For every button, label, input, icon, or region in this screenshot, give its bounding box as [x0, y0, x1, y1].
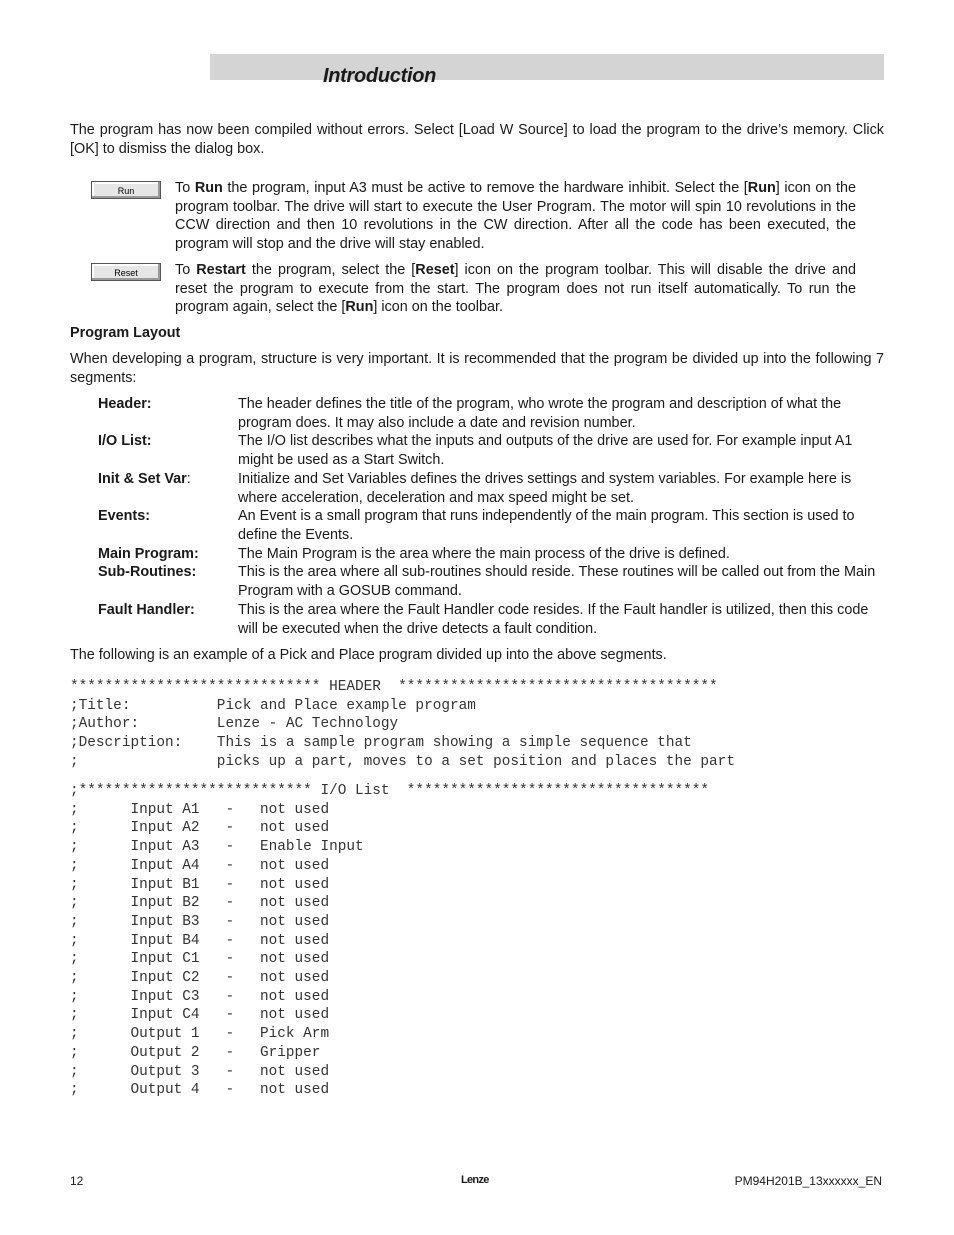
segment-desc-sub-routines: This is the area where all sub-routines should reside. These routines will be called out from the Main Program with a GOSUB command. — [238, 564, 876, 599]
code-line: ; picks up a part, moves to a set position and places the part — [70, 753, 735, 770]
code-header-block — [70, 678, 735, 772]
code-line: ; Output 2 - Gripper — [70, 1044, 321, 1061]
example-intro: The following is an example of a Pick and Place program divided up into the above segments. — [70, 647, 667, 663]
code-io-block — [70, 782, 709, 1100]
segment-desc-init-set-var: Initialize and Set Variables defines the drives settings and system variables. For example here is where acceleration, deceleration and max speed might be set. — [238, 471, 852, 506]
code-line: ;Author: Lenze - AC Technology — [70, 716, 399, 733]
code-line: ;*************************** I/O List *********************************** — [70, 783, 710, 799]
code-line: ; Output 4 - not used — [70, 1082, 330, 1099]
code-line: ;Description: This is a sample program showing a simple sequence that — [70, 735, 692, 752]
code-line: ; Input C1 - not used — [70, 951, 330, 968]
code-line: ; Input C3 - not used — [70, 988, 330, 1005]
code-line: ***************************** HEADER ************************************* — [70, 679, 718, 695]
segment-desc-io-list: The I/O list describes what the inputs and outputs of the drive are used for. For example input A1 might be used as a Start Switch. — [238, 433, 853, 468]
segment-label-init-set-var: Init & Set Var: — [98, 471, 191, 487]
code-line: ; Input B2 - not used — [70, 895, 330, 912]
document-id: PM94H201B_13xxxxxx_EN — [734, 1174, 882, 1188]
segment-desc-main-program: The Main Program is the area where the main process of the drive is defined. — [238, 546, 730, 562]
code-line: ; Input B4 - not used — [70, 932, 330, 949]
page-number: 12 — [70, 1174, 84, 1188]
page-title: Introduction — [323, 65, 437, 87]
segment-label-main-program: Main Program: — [98, 546, 199, 562]
code-line: ; Input A3 - Enable Input — [70, 839, 364, 856]
run-button[interactable]: Run — [91, 181, 161, 199]
code-line: ; Input C4 - not used — [70, 1007, 330, 1024]
segment-desc-events: An Event is a small program that runs independently of the main program. This section is used to define the Events. — [238, 508, 855, 543]
lenze-logo: Lenze — [461, 1174, 489, 1186]
segment-desc-fault-handler: This is the area where the Fault Handler code resides. If the Fault handler is utilized, then this code will be executed when the drive detects a fault condition. — [238, 602, 869, 637]
program-layout-intro: When developing a program, structure is very important. It is recommended that the program be divided up into the following 7 segments: — [70, 351, 884, 386]
code-line: ; Input C2 - not used — [70, 970, 330, 987]
code-line: ; Input B3 - not used — [70, 913, 330, 930]
program-layout-heading: Program Layout — [70, 325, 181, 341]
segment-label-events: Events: — [98, 508, 150, 524]
reset-description: To Restart the program, select the [Reset] icon on the program toolbar. This will disable the drive and reset the program to execute from the start. The program does not run itself automatically. To run the program again, select the [Run] icon on the toolbar. — [175, 262, 856, 316]
code-line: ;Title: Pick and Place example program — [70, 697, 476, 714]
segment-label-fault-handler: Fault Handler: — [98, 602, 195, 618]
code-line: ; Input A1 - not used — [70, 801, 330, 818]
intro-paragraph: The program has now been compiled without errors. Select [Load W Source] to load the program to the drive’s memory. Click [OK] to dismiss the dialog box. — [70, 122, 884, 157]
code-line: ; Input A4 - not used — [70, 857, 330, 874]
segment-desc-header: The header defines the title of the program, who wrote the program and description of what the program does. It may also include a date and revision number. — [238, 396, 842, 431]
code-line: ; Output 3 - not used — [70, 1063, 330, 1080]
run-description: To Run the program, input A3 must be active to remove the hardware inhibit. Select the [Run] icon on the program toolbar. The drive will start to execute the User Program. The motor will spin 10 revolutions in the CCW direction and then 10 revolutions in the CW direction. After all the code has been executed, the program will stop and the drive will stay enabled. — [175, 180, 856, 253]
header-bar — [210, 54, 884, 80]
code-line: ; Input A2 - not used — [70, 820, 330, 837]
segment-label-io-list: I/O List: — [98, 433, 152, 449]
code-line: ; Input B1 - not used — [70, 876, 330, 893]
segment-label-header: Header: — [98, 396, 152, 412]
code-line: ; Output 1 - Pick Arm — [70, 1026, 330, 1043]
segment-label-sub-routines: Sub-Routines: — [98, 564, 197, 580]
reset-button[interactable]: Reset — [91, 263, 161, 281]
